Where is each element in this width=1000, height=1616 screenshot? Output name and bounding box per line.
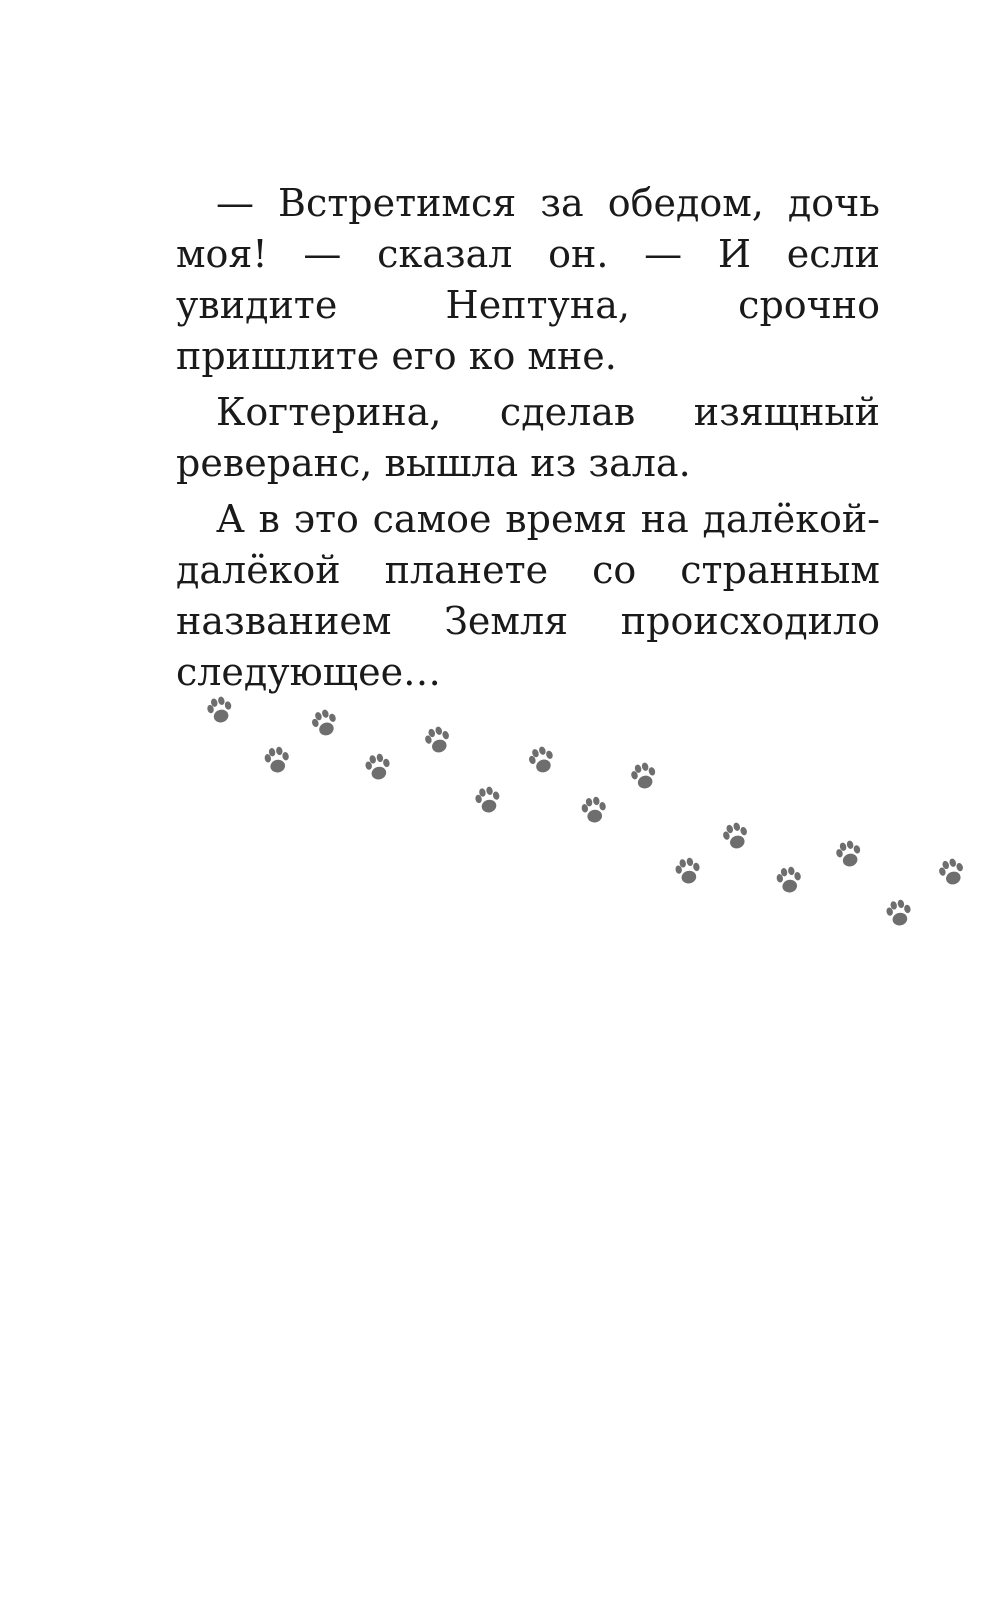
paw-print-icon (263, 745, 291, 774)
paw-print-icon (674, 856, 703, 886)
paw-print-icon (834, 838, 864, 869)
paw-print-icon (364, 752, 393, 782)
page-text (176, 178, 880, 703)
paragraph-1: — Встретимся за обедом, дочь моя! — сказал он. — И если увидите Нептуна, срочно пришлите его ко мне. (176, 181, 880, 378)
paw-print-icon (309, 707, 340, 739)
paw-print-icon (720, 820, 751, 851)
paw-print-icon (473, 785, 503, 815)
paragraph-3: А в это самое время на далёкой-далёкой планете со странным названием Земля происходило следующее… (176, 497, 880, 694)
paw-print-icon (885, 898, 914, 928)
paw-print-icon (422, 724, 453, 755)
paragraph-2: Когтерина, сделав изящный реверанс, вышла из зала. (176, 390, 880, 485)
paw-print-icon (629, 760, 659, 791)
paw-print-icon (580, 795, 608, 824)
paw-print-icon (526, 744, 557, 776)
paw-print-icon (936, 856, 967, 887)
paw-print-icon (775, 865, 803, 894)
